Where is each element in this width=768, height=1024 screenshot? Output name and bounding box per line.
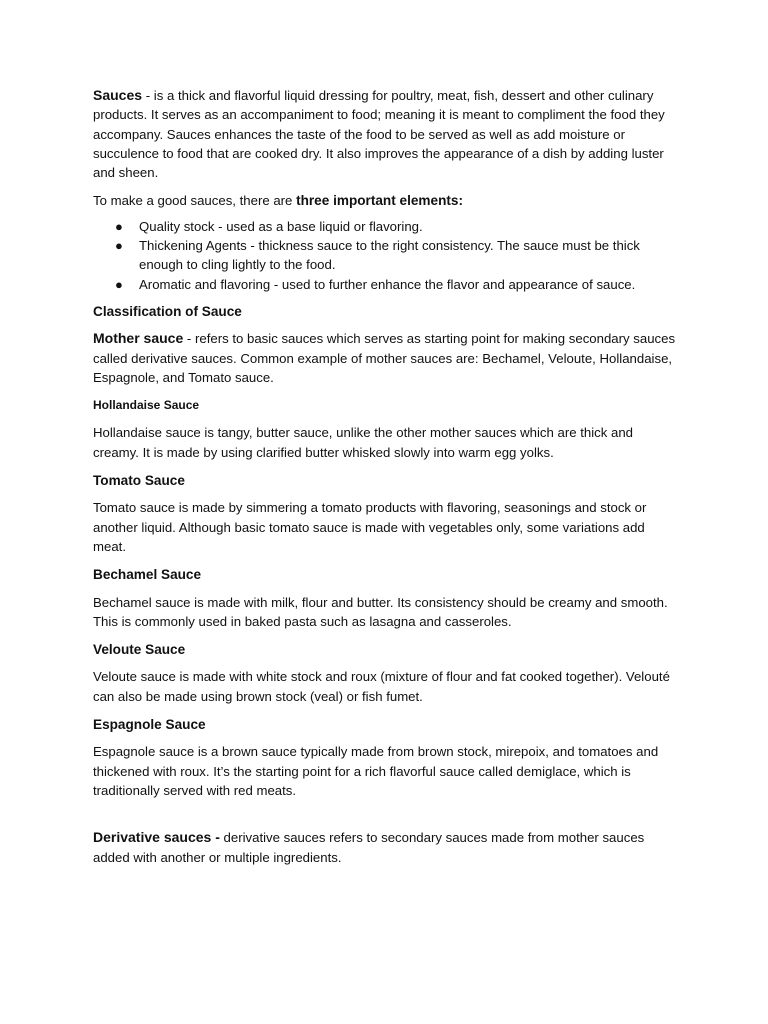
derivative-paragraph xyxy=(93,828,681,867)
elements-lead-text: To make a good sauces, there are xyxy=(93,193,297,209)
spacer xyxy=(93,800,681,828)
intro-paragraph xyxy=(93,86,681,182)
hollandaise-heading: Hollandaise Sauce xyxy=(93,398,200,413)
espagnole-heading: Espagnole Sauce xyxy=(93,717,206,733)
derivative-term: Derivative sauces - xyxy=(93,829,220,846)
bullet-icon: ● xyxy=(115,238,123,254)
mother-text: - refers to basic sauces which serves as starting point for making secondary sauces called derivative sauces. Common example of mother sauces are: Bechamel, Veloute, Hollandaise, Espagnole, and Tomato sauce. xyxy=(93,331,676,385)
veloute-text: Veloute sauce is made with white stock and roux (mixture of flour and fat cooked together). Velouté can also be made using brown stock (veal) or fish fumet. xyxy=(93,669,670,704)
veloute-heading: Veloute Sauce xyxy=(93,642,186,658)
hollandaise-text: Hollandaise sauce is tangy, butter sauce, unlike the other mother sauces which are thick and creamy. It is made by using clarified butter whisked slowly into warm egg yolks. xyxy=(93,425,634,460)
tomato-text: Tomato sauce is made by simmering a tomato products with flavoring, seasonings and stock or another liquid. Although basic tomato sauce is made with vegetables only, some variations add meat. xyxy=(93,500,647,554)
espagnole-text: Espagnole sauce is a brown sauce typically made from brown stock, mirepoix, and tomatoes and thickened with roux. It’s the starting point for a rich flavorful sauce called demiglace, which is traditionally served with red meats. xyxy=(93,744,659,798)
list-item xyxy=(93,236,681,275)
elements-lead xyxy=(93,191,681,210)
derivative-text: derivative sauces refers to secondary sauces made from mother sauces added with another or multiple ingredients. xyxy=(93,830,645,865)
classification-heading: Classification of Sauce xyxy=(93,303,242,319)
intro-text: - is a thick and flavorful liquid dressing for poultry, meat, fish, dessert and other culinary products. It serves as an accompaniment to food; meaning it is meant to compliment the food they accompany. Sauces enhances the taste of the food to be served as well as add moisture or succulence to food that are cooked dry. It also improves the appearance of a dish by adding luster and sheen. xyxy=(93,88,665,181)
elements-lead-bold: three important elements: xyxy=(296,193,463,209)
bechamel-heading: Bechamel Sauce xyxy=(93,567,202,583)
mother-term: Mother sauce xyxy=(93,330,184,347)
list-item-text: Quality stock - used as a base liquid or flavoring. xyxy=(139,218,423,234)
intro-term: Sauces xyxy=(93,87,143,103)
document-page xyxy=(93,86,681,867)
list-item-text: Aromatic and flavoring - used to further enhance the flavor and appearance of sauce. xyxy=(139,276,636,292)
elements-list xyxy=(93,217,681,294)
mother-paragraph xyxy=(93,329,681,387)
list-item xyxy=(93,217,681,236)
bullet-icon: ● xyxy=(115,276,123,292)
list-item xyxy=(93,275,681,294)
bullet-icon: ● xyxy=(115,218,123,234)
list-item-text: Thickening Agents - thickness sauce to the right consistency. The sauce must be thick enough to cling lightly to the food. xyxy=(139,238,640,273)
tomato-heading: Tomato Sauce xyxy=(93,473,185,489)
bechamel-text: Bechamel sauce is made with milk, flour and butter. Its consistency should be creamy and smooth. This is commonly used in baked pasta such as lasagna and casseroles. xyxy=(93,594,668,629)
